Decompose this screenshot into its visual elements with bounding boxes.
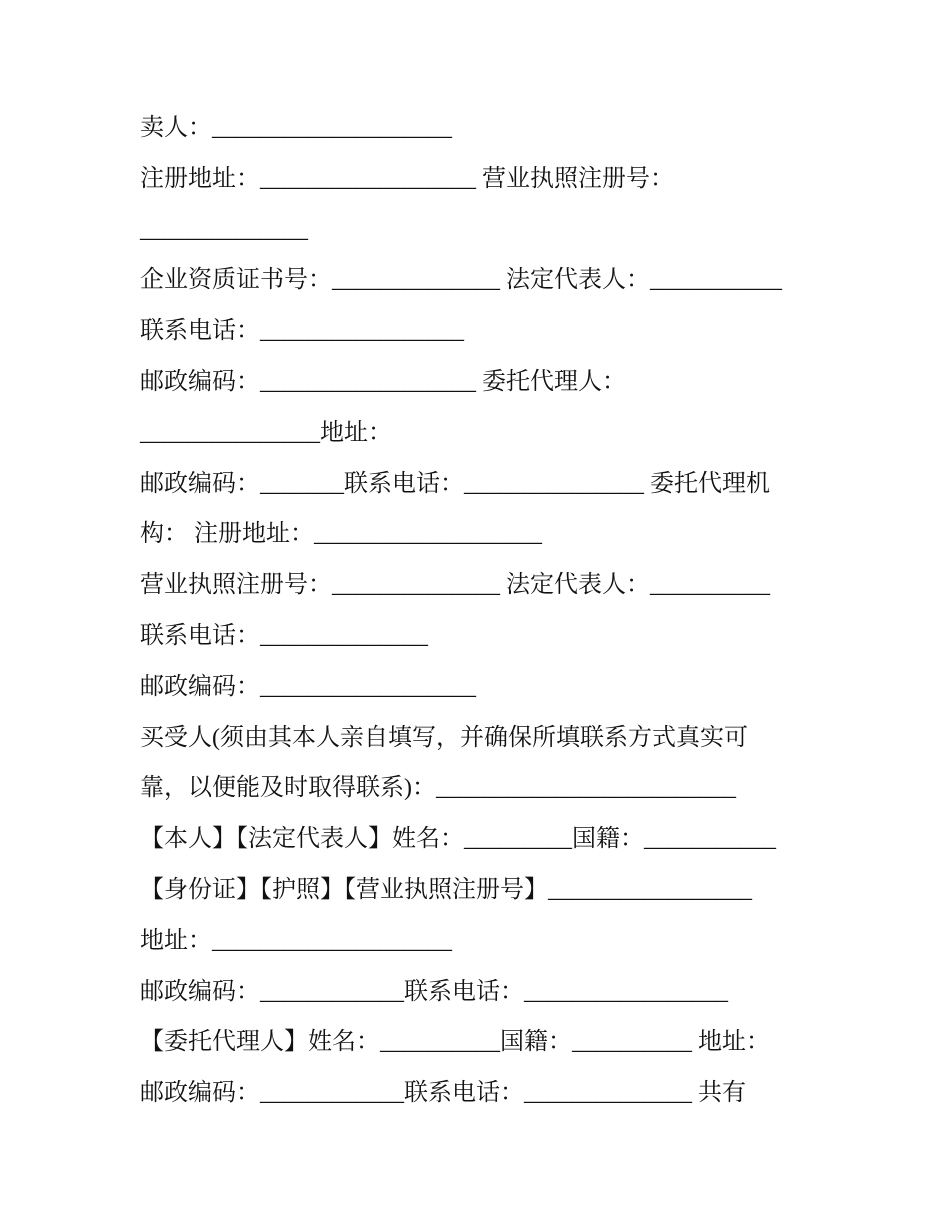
seller-line: 卖人：____________________	[140, 115, 452, 141]
document-page	[140, 103, 890, 1119]
buyer-agent-line: 【委托代理人】姓名：__________国籍：__________ 地址：	[140, 1029, 770, 1056]
postcode-phone-line: 邮政编码：_______联系电话：_______________ 委托代理机	[140, 470, 770, 497]
buyer-id-line: 【身份证】【护照】【营业执照注册号】_________________	[140, 876, 752, 903]
buyer-name-line: 【本人】【法定代表人】姓名：_________国籍：___________	[140, 826, 776, 853]
buyer-contact-line: 靠，以便能及时取得联系)：_________________________	[140, 775, 736, 802]
agency-phone-line: 联系电话：______________	[140, 622, 428, 649]
buyer-heading-line: 买受人(须由其本人亲自填写，并确保所填联系方式真实可	[140, 724, 748, 751]
postcode-agent-line: 邮政编码：__________________ 委托代理人：	[140, 368, 626, 395]
phone-line: 联系电话：_________________	[140, 318, 464, 345]
agency-license-line: 营业执照注册号：______________ 法定代表人：__________	[140, 572, 770, 599]
buyer-address-line: 地址：____________________	[140, 927, 452, 954]
buyer-agent-postcode-line: 邮政编码：____________联系电话：______________ 共有	[140, 1080, 746, 1107]
license-number-blank: ______________	[140, 216, 308, 243]
agent-address-line: _______________地址：	[140, 419, 392, 446]
qualification-line: 企业资质证书号：______________ 法定代表人：___________	[140, 267, 782, 294]
agency-postcode-line: 邮政编码：__________________	[140, 673, 476, 700]
agency-address-line: 构： 注册地址：___________________	[140, 521, 542, 548]
buyer-postcode-line: 邮政编码：____________联系电话：_________________	[140, 978, 728, 1005]
registered-address-line: 注册地址：__________________ 营业执照注册号：	[140, 165, 674, 192]
